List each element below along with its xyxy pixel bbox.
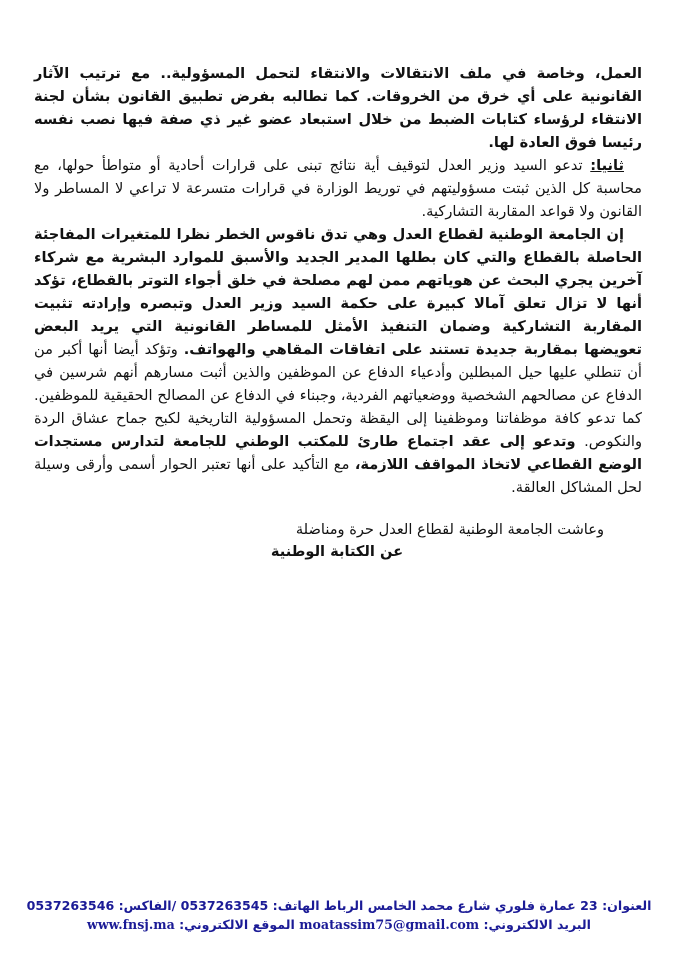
paragraph-federation-position — [34, 223, 642, 499]
phone-label: الهاتف: — [272, 898, 320, 913]
paragraph-text: وتؤكد أيضا أنها أكبر من أن تنطلي عليها حيل المبطلين وأدعياء الدفاع عن الموظفين والذين أثبت مسارهم أنهم شرسين في الدفاع عن مصالحهم الشخصية ووضعياتهم الفردية، وجبناء في الدفاع عن المصالح الحقيقية للموظفين. كما تدعو كافة موظفاتنا وموظفينا إلى اليقظة وتحمل المسؤولية التاريخية لكبح جماح عشاق الردة والنكوص. — [34, 341, 642, 450]
footer-online-line — [0, 915, 678, 934]
paragraph-text: العمل، وخاصة في ملف الانتقالات والانتقاء لتحمل المسؤولية.. مع ترتيب الآثار القانونية على أي خرق من الخروقات. كما تطالبه بفرض تطبيق القانون بشأن لجنة الانتقاء لرؤساء كتابات الضبط من خلال استبعاد عضو غير ذي صفة فيها نصب نفسه رئيسا فوق العادة لها. — [34, 65, 642, 151]
fax-number: 0537263546 — [26, 898, 115, 913]
fax-label: /الفاكس: — [118, 898, 177, 913]
footer-contact-line — [0, 896, 678, 915]
paragraph-secondly — [34, 154, 642, 223]
secondly-label: ثانيا: — [590, 157, 624, 174]
signature-block — [34, 519, 642, 563]
paragraph-text: تدعو السيد وزير العدل لتوقيف أية نتائج تبنى على قرارات أحادية أو متواطأ حولها، مع محاسبة كل الذين ثبتت مسؤوليتهم في توريط الوزارة في قرارات متسرعة لا تراعي لا المساطر ولا القانون ولا قواعد المقاربة التشاركية. — [34, 157, 642, 220]
paragraph-text-bold: وتدعو إلى عقد اجتماع طارئ للمكتب الوطني للجامعة لتدارس مستجدات الوضع القطاعي لاتخاذ المواقف اللازمة، — [34, 433, 642, 473]
page-footer — [0, 896, 678, 934]
paragraph-text-bold: إن الجامعة الوطنية لقطاع العدل وهي تدق ناقوس الخطر نظرا للمتغيرات المفاجئة الحاصلة بالقطاع والتي كان بطلها المدير الجديد والأسبق للموارد البشرية مع شركاء آخرين يجري البحث عن هوياتهم ممن لهم مصلحة في خلق أجواء التوتر بالقطاع، تؤكد أنها لا تزال تعلق آمالا كبيرة على حكمة السيد وزير العدل وتبصره وإرادته تثبيت المقاربة التشاركية وضمان التنفيذ الأمثل للمساطر القانونية التي يريد البعض تعويضها بمقاربة جديدة تستند على اتفاقات المقاهي والهواتف. — [34, 226, 643, 358]
address-label: العنوان: — [602, 898, 652, 913]
phone-number: 0537263545 — [180, 898, 269, 913]
email-address: moatassim75@gmail.com — [299, 917, 480, 932]
signature-slogan: وعاشت الجامعة الوطنية لقطاع العدل حرة ومناضلة — [295, 521, 604, 538]
email-label: البريد الالكتروني: — [483, 917, 591, 932]
website-url: www.fnsj.ma — [87, 917, 175, 932]
paragraph-transfers-legal-effects — [34, 62, 642, 154]
signature-author: عن الكتابة الوطنية — [270, 543, 404, 560]
address-value: 23 عمارة فلوري شارع محمد الخامس الرباط — [323, 898, 598, 913]
paragraph-text: مع التأكيد على أنها تعتبر الحوار أسمى وأرقى وسيلة لحل المشاكل العالقة. — [34, 456, 642, 496]
website-label: الموقع الالكتروني: — [179, 917, 295, 932]
